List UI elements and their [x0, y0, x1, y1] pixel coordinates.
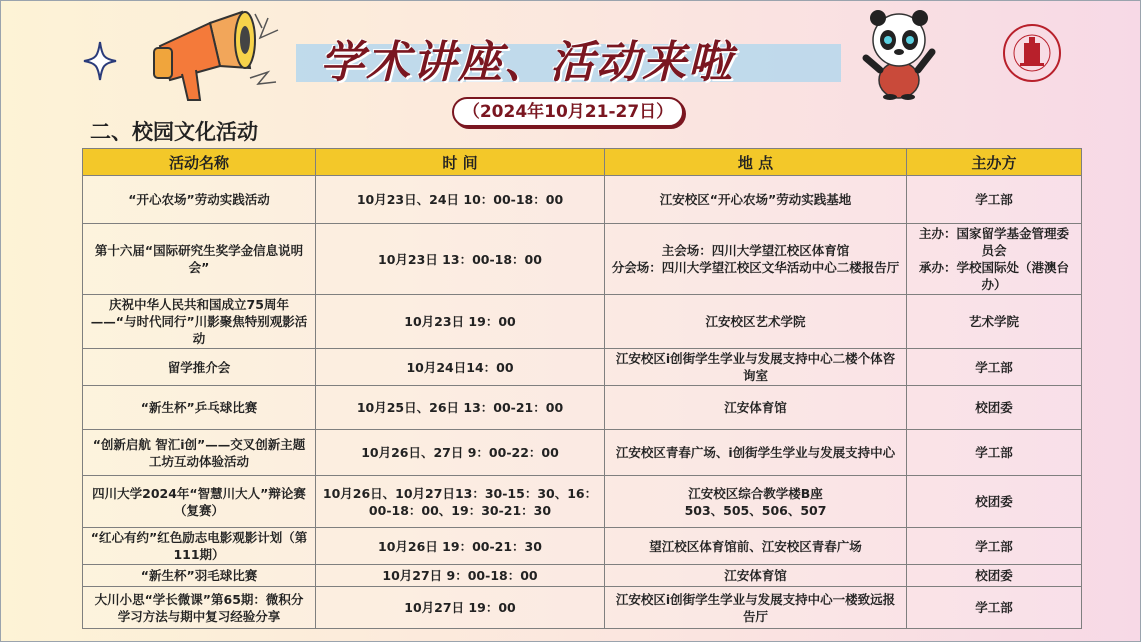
cell-place: 主会场：四川大学望江校区体育馆 分会场：四川大学望江校区文华活动中心二楼报告厅 [605, 224, 907, 295]
cell-place: 江安校区i创街学生学业与发展支持中心二楼个体咨询室 [605, 349, 907, 386]
cell-place: 江安校区综合教学楼B座 503、505、506、507 [605, 476, 907, 528]
sparkle-icon [82, 40, 118, 82]
date-range-badge: （2024年10月21-27日） [452, 97, 684, 127]
cell-time: 10月25日、26日 13：00-21：00 [316, 386, 605, 430]
cell-time: 10月26日 19：00-21：30 [316, 528, 605, 565]
cell-activity-name: “开心农场”劳动实践活动 [83, 176, 316, 224]
cell-place: 江安体育馆 [605, 386, 907, 430]
panda-mascot-icon [858, 8, 940, 100]
cell-organizer: 艺术学院 [907, 295, 1082, 349]
table-row [83, 295, 1082, 349]
cell-time: 10月23日 19：00 [316, 295, 605, 349]
cell-activity-name: 大川小思“学长微课”第65期：微积分学习方法与期中复习经验分享 [83, 587, 316, 629]
cell-time: 10月27日 9：00-18：00 [316, 565, 605, 587]
cell-organizer: 学工部 [907, 430, 1082, 476]
col-header-place: 地 点 [605, 149, 907, 176]
cell-time: 10月26日、27日 9：00-22：00 [316, 430, 605, 476]
cell-activity-name: 第十六届“国际研究生奖学金信息说明会” [83, 224, 316, 295]
cell-organizer: 校团委 [907, 565, 1082, 587]
events-table [82, 148, 1082, 629]
cell-time: 10月23日 13：00-18：00 [316, 224, 605, 295]
section-heading: 二、校园文化活动 [90, 120, 258, 144]
cell-place: 江安校区青春广场、i创街学生学业与发展支持中心 [605, 430, 907, 476]
cell-activity-name: 留学推介会 [83, 349, 316, 386]
table-row [83, 224, 1082, 295]
cell-place: 江安体育馆 [605, 565, 907, 587]
cell-activity-name: “新生杯”乒乓球比赛 [83, 386, 316, 430]
cell-activity-name: 四川大学2024年“智慧川大人”辩论赛（复赛） [83, 476, 316, 528]
cell-organizer: 学工部 [907, 176, 1082, 224]
cell-place: 望江校区体育馆前、江安校区青春广场 [605, 528, 907, 565]
cell-place: 江安校区“开心农场”劳动实践基地 [605, 176, 907, 224]
cell-organizer: 学工部 [907, 587, 1082, 629]
cell-activity-name: “创新启航 智汇i创”——交叉创新主题工坊互动体验活动 [83, 430, 316, 476]
table-row [83, 349, 1082, 386]
table-row [83, 476, 1082, 528]
table-row [83, 587, 1082, 629]
table-row [83, 528, 1082, 565]
cell-place: 江安校区艺术学院 [605, 295, 907, 349]
cell-time: 10月27日 19：00 [316, 587, 605, 629]
cell-time: 10月26日、10月27日13：30-15：30、16：00-18：00、19：30-21：30 [316, 476, 605, 528]
table-header-row [83, 149, 1082, 176]
table-row [83, 430, 1082, 476]
cell-activity-name: 庆祝中华人民共和国成立75周年 ——“与时代同行”川影聚焦特别观影活动 [83, 295, 316, 349]
cell-place: 江安校区i创街学生学业与发展支持中心一楼致远报告厅 [605, 587, 907, 629]
megaphone-icon [150, 8, 285, 113]
cell-time: 10月24日14：00 [316, 349, 605, 386]
cell-organizer: 主办：国家留学基金管理委员会 承办：学校国际处（港澳台办） [907, 224, 1082, 295]
cell-organizer: 校团委 [907, 386, 1082, 430]
col-header-time: 时 间 [316, 149, 605, 176]
col-header-name: 活动名称 [83, 149, 316, 176]
table-row [83, 386, 1082, 430]
university-seal-icon [1002, 23, 1062, 83]
page-title: 学术讲座、活动来啦 [320, 37, 734, 88]
cell-time: 10月23日、24日 10：00-18：00 [316, 176, 605, 224]
cell-organizer: 学工部 [907, 528, 1082, 565]
cell-activity-name: “新生杯”羽毛球比赛 [83, 565, 316, 587]
cell-organizer: 校团委 [907, 476, 1082, 528]
cell-activity-name: “红心有约”红色励志电影观影计划（第111期） [83, 528, 316, 565]
table-row [83, 565, 1082, 587]
cell-organizer: 学工部 [907, 349, 1082, 386]
col-header-org: 主办方 [907, 149, 1082, 176]
table-row [83, 176, 1082, 224]
